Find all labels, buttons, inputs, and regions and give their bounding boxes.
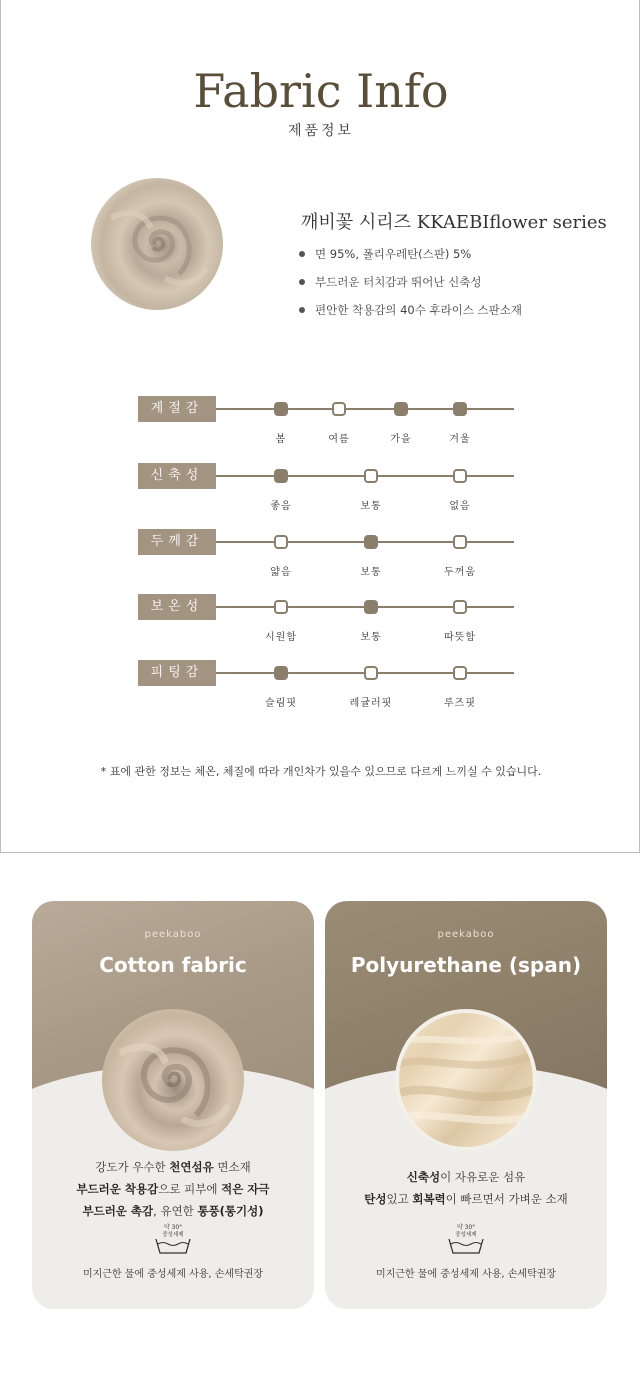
scale-node [453,469,467,483]
fabric-swirl-icon [102,1009,244,1151]
fabric-fold-icon [399,1013,533,1147]
scale-option: 보통 [360,501,382,512]
scale-node [274,666,288,680]
scale-node [332,402,346,416]
cotton-description-line: 부드러운 촉감, 유연한 통풍(통기성) [82,1204,264,1218]
scale-label: 계절감 [138,396,216,422]
bullet-dot-icon [299,307,305,313]
scale-label: 보온성 [138,594,216,620]
scale-option: 시원함 [265,632,297,643]
svg-text:중성세제: 중성세제 [162,1232,184,1238]
scale-option: 봄 [275,434,287,445]
scale-option: 따뜻함 [444,632,476,643]
scale-fit [1,660,640,720]
scale-node [453,666,467,680]
scale-node [394,402,408,416]
scale-option: 없음 [449,501,471,512]
scale-label: 신축성 [138,463,216,489]
footnote: * 표에 관한 정보는 체온, 체질에 따라 개인차가 있을수 있으므로 다르게 느끼실 수 있습니다. [100,765,542,778]
scale-node [274,402,288,416]
scale-thickness [1,529,640,589]
scale-node [274,469,288,483]
span-fabric-photo [395,1009,537,1151]
span-description-line: 신축성이 자유로운 섬유 [406,1170,526,1184]
scale-label: 두께감 [138,529,216,555]
scale-option: 얇음 [270,567,292,578]
span-description-line: 탄성있고 회복력이 빠르면서 가벼운 소재 [364,1192,568,1206]
scale-node [453,600,467,614]
scale-node [274,535,288,549]
cotton-fabric-photo [102,1009,244,1151]
scale-node [364,666,378,680]
scale-node [364,600,378,614]
scale-option: 겨울 [449,434,471,445]
scale-option: 가을 [390,434,412,445]
brand-logo: peekaboo [437,929,495,940]
fabric-photo [91,178,223,310]
scale-option: 좋음 [270,501,292,512]
scale-stretch [1,463,640,523]
list-item: 면 95%, 폴리우레탄(스판) 5% [299,246,522,262]
scale-warmth [1,594,640,654]
cotton-description-line: 부드러운 착용감으로 피부에 적은 자극 [76,1182,270,1196]
scale-option: 슬림핏 [265,698,297,709]
scale-node [453,402,467,416]
hand-wash-icon [150,1221,196,1257]
bullet-dot-icon [299,279,305,285]
list-item: 부드러운 터치감과 뛰어난 신축성 [299,274,522,290]
hand-wash-icon [443,1221,489,1257]
scale-node [364,469,378,483]
wash-instruction: 미지근한 물에 중성세제 사용, 손세탁권장 [375,1269,557,1280]
scale-option: 여름 [328,434,350,445]
fabric-swirl-icon [91,178,223,310]
scale-option: 두꺼움 [444,567,476,578]
scale-node [364,535,378,549]
wash-instruction: 미지근한 물에 중성세제 사용, 손세탁권장 [82,1269,264,1280]
cotton-fabric-card [32,901,314,1309]
fabric-feature-list [299,246,522,330]
scale-node [453,535,467,549]
card-title: Polyurethane (span) [350,953,582,977]
card-title: Cotton fabric [99,953,247,977]
scale-option: 보통 [360,632,382,643]
scale-option: 보통 [360,567,382,578]
scale-track [216,408,514,410]
scale-label: 피팅감 [138,660,216,686]
series-title: 깨비꽃 시리즈 KKAEBIflower series [301,212,607,233]
page-title: Fabric Info [193,64,449,118]
cotton-description-line: 강도가 우수한 천연섬유 면소재 [95,1160,251,1174]
scale-option: 루즈핏 [444,698,476,709]
span-fabric-card [325,901,607,1309]
scale-season [1,396,640,456]
list-item: 편안한 착용감의 40수 후라이스 스판소재 [299,302,522,318]
page-subtitle: 제품정보 [287,123,355,139]
scale-node [274,600,288,614]
bullet-dot-icon [299,251,305,257]
svg-text:약 30°: 약 30° [163,1224,183,1231]
scale-option: 레귤러핏 [349,698,393,709]
brand-logo: peekaboo [144,929,202,940]
svg-text:중성세제: 중성세제 [455,1232,477,1238]
svg-text:약 30°: 약 30° [456,1224,476,1231]
